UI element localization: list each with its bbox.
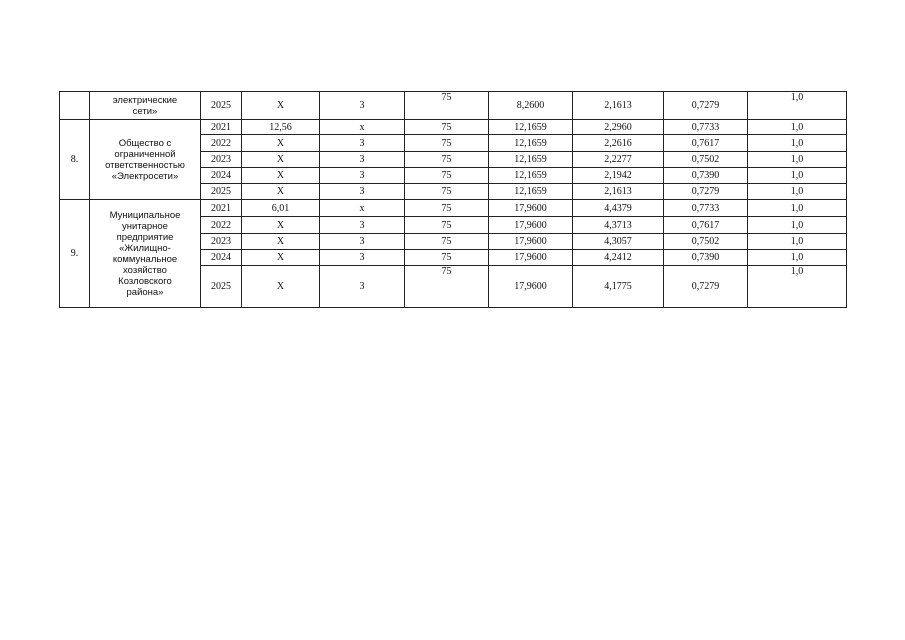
- value-cell-c3: Х: [242, 184, 320, 200]
- value-cell-c5: 75: [405, 234, 489, 250]
- value-cell-c3: 12,56: [242, 120, 320, 135]
- organization-name-cell: [90, 200, 201, 308]
- value-cell-c9: 1,0: [748, 184, 847, 200]
- value-cell-c9: 1,0: [748, 217, 847, 234]
- row-number-cell: 9.: [60, 200, 90, 308]
- organization-name-line: района»: [126, 286, 164, 298]
- year-cell: 2025: [201, 266, 242, 308]
- value-cell-c3: 6,01: [242, 200, 320, 217]
- table-row: [60, 200, 847, 217]
- value-cell-c5: 75: [405, 250, 489, 266]
- value-cell-c6: 17,9600: [489, 266, 573, 308]
- value-cell-c7: 2,2960: [573, 120, 664, 135]
- table-body: [60, 92, 847, 308]
- value-cell-c7: 4,3713: [573, 217, 664, 234]
- year-cell: 2022: [201, 217, 242, 234]
- row-number-cell: 8.: [60, 120, 90, 200]
- value-cell-c4: 3: [320, 217, 405, 234]
- value-cell-c8: 0,7617: [664, 217, 748, 234]
- value-cell-c4: х: [320, 200, 405, 217]
- value-cell-c6: 12,1659: [489, 184, 573, 200]
- value-cell-c6: 17,9600: [489, 250, 573, 266]
- year-cell: 2025: [201, 92, 242, 120]
- organization-name-line: унитарное: [122, 220, 168, 232]
- value-cell-c9: 1,0: [748, 135, 847, 152]
- organization-name-line: ответственностью: [105, 159, 185, 171]
- value-cell-c9: 1,0: [748, 250, 847, 266]
- value-cell-c3: Х: [242, 266, 320, 308]
- value-cell-c5: 75: [405, 152, 489, 168]
- organization-name-cell: [90, 92, 201, 120]
- value-cell-c3: Х: [242, 152, 320, 168]
- value-cell-c5: 75: [405, 168, 489, 184]
- value-cell-c4: 3: [320, 184, 405, 200]
- value-cell-c8: 0,7279: [664, 184, 748, 200]
- organization-name-line: предприятие: [116, 231, 174, 243]
- value-cell-c9: 1,0: [748, 152, 847, 168]
- value-cell-c4: 3: [320, 135, 405, 152]
- value-cell-c9: 1,0: [748, 168, 847, 184]
- value-cell-c5: 75: [405, 200, 489, 217]
- organization-name-line: «Электросети»: [111, 170, 179, 182]
- value-cell-c4: 3: [320, 266, 405, 308]
- year-cell: 2023: [201, 152, 242, 168]
- value-cell-c6: 12,1659: [489, 135, 573, 152]
- value-cell-c8: 0,7733: [664, 200, 748, 217]
- organization-name-line: хозяйство: [123, 264, 167, 276]
- value-cell-c6: 17,9600: [489, 200, 573, 217]
- value-cell-c6: 12,1659: [489, 120, 573, 135]
- table-row: [60, 120, 847, 135]
- row-number-cell: [60, 92, 90, 120]
- value-cell-c3: Х: [242, 92, 320, 120]
- value-cell-c6: 12,1659: [489, 152, 573, 168]
- value-cell-c9: 1,0: [748, 200, 847, 217]
- year-cell: 2024: [201, 168, 242, 184]
- year-cell: 2021: [201, 200, 242, 217]
- value-cell-c6: 17,9600: [489, 234, 573, 250]
- value-cell-c7: 2,2616: [573, 135, 664, 152]
- value-cell-c5: 75: [405, 135, 489, 152]
- value-cell-c4: х: [320, 120, 405, 135]
- value-cell-c6: 12,1659: [489, 168, 573, 184]
- value-cell-c3: Х: [242, 250, 320, 266]
- organization-name-line: «Жилищно-: [119, 242, 171, 254]
- value-cell-c5: 75: [405, 217, 489, 234]
- organization-name-line: коммунальное: [112, 253, 178, 265]
- organization-name-line: ограниченной: [114, 148, 176, 160]
- organization-name-cell: [90, 120, 201, 200]
- tariff-parameters-table: [59, 91, 847, 308]
- value-cell-c8: 0,7733: [664, 120, 748, 135]
- value-cell-c4: 3: [320, 168, 405, 184]
- year-cell: 2024: [201, 250, 242, 266]
- organization-name-line: сети»: [132, 105, 158, 117]
- year-cell: 2021: [201, 120, 242, 135]
- value-cell-c6: 17,9600: [489, 217, 573, 234]
- organization-name-line: Общество с: [118, 137, 172, 149]
- value-cell-c3: Х: [242, 135, 320, 152]
- value-cell-c5: 75: [405, 266, 489, 308]
- value-cell-c6: 8,2600: [489, 92, 573, 120]
- organization-name-line: Муниципальное: [109, 209, 181, 221]
- value-cell-c7: 4,1775: [573, 266, 664, 308]
- value-cell-c8: 0,7390: [664, 168, 748, 184]
- value-cell-c4: 3: [320, 92, 405, 120]
- value-cell-c7: 2,1942: [573, 168, 664, 184]
- value-cell-c4: 3: [320, 234, 405, 250]
- value-cell-c8: 0,7617: [664, 135, 748, 152]
- value-cell-c3: Х: [242, 217, 320, 234]
- value-cell-c5: 75: [405, 92, 489, 120]
- year-cell: 2023: [201, 234, 242, 250]
- value-cell-c9: 1,0: [748, 266, 847, 308]
- value-cell-c7: 2,1613: [573, 92, 664, 120]
- value-cell-c4: 3: [320, 152, 405, 168]
- value-cell-c8: 0,7279: [664, 92, 748, 120]
- year-cell: 2022: [201, 135, 242, 152]
- value-cell-c5: 75: [405, 120, 489, 135]
- value-cell-c9: 1,0: [748, 92, 847, 120]
- value-cell-c7: 4,3057: [573, 234, 664, 250]
- organization-name-line: Козловского: [118, 275, 172, 287]
- value-cell-c7: 4,2412: [573, 250, 664, 266]
- organization-name-line: электрические: [112, 94, 178, 106]
- value-cell-c8: 0,7279: [664, 266, 748, 308]
- table-row: [60, 92, 847, 120]
- value-cell-c8: 0,7502: [664, 234, 748, 250]
- value-cell-c7: 4,4379: [573, 200, 664, 217]
- value-cell-c4: 3: [320, 250, 405, 266]
- value-cell-c7: 2,1613: [573, 184, 664, 200]
- year-cell: 2025: [201, 184, 242, 200]
- value-cell-c3: Х: [242, 168, 320, 184]
- value-cell-c8: 0,7390: [664, 250, 748, 266]
- value-cell-c9: 1,0: [748, 120, 847, 135]
- value-cell-c3: Х: [242, 234, 320, 250]
- value-cell-c5: 75: [405, 184, 489, 200]
- value-cell-c9: 1,0: [748, 234, 847, 250]
- value-cell-c7: 2,2277: [573, 152, 664, 168]
- value-cell-c8: 0,7502: [664, 152, 748, 168]
